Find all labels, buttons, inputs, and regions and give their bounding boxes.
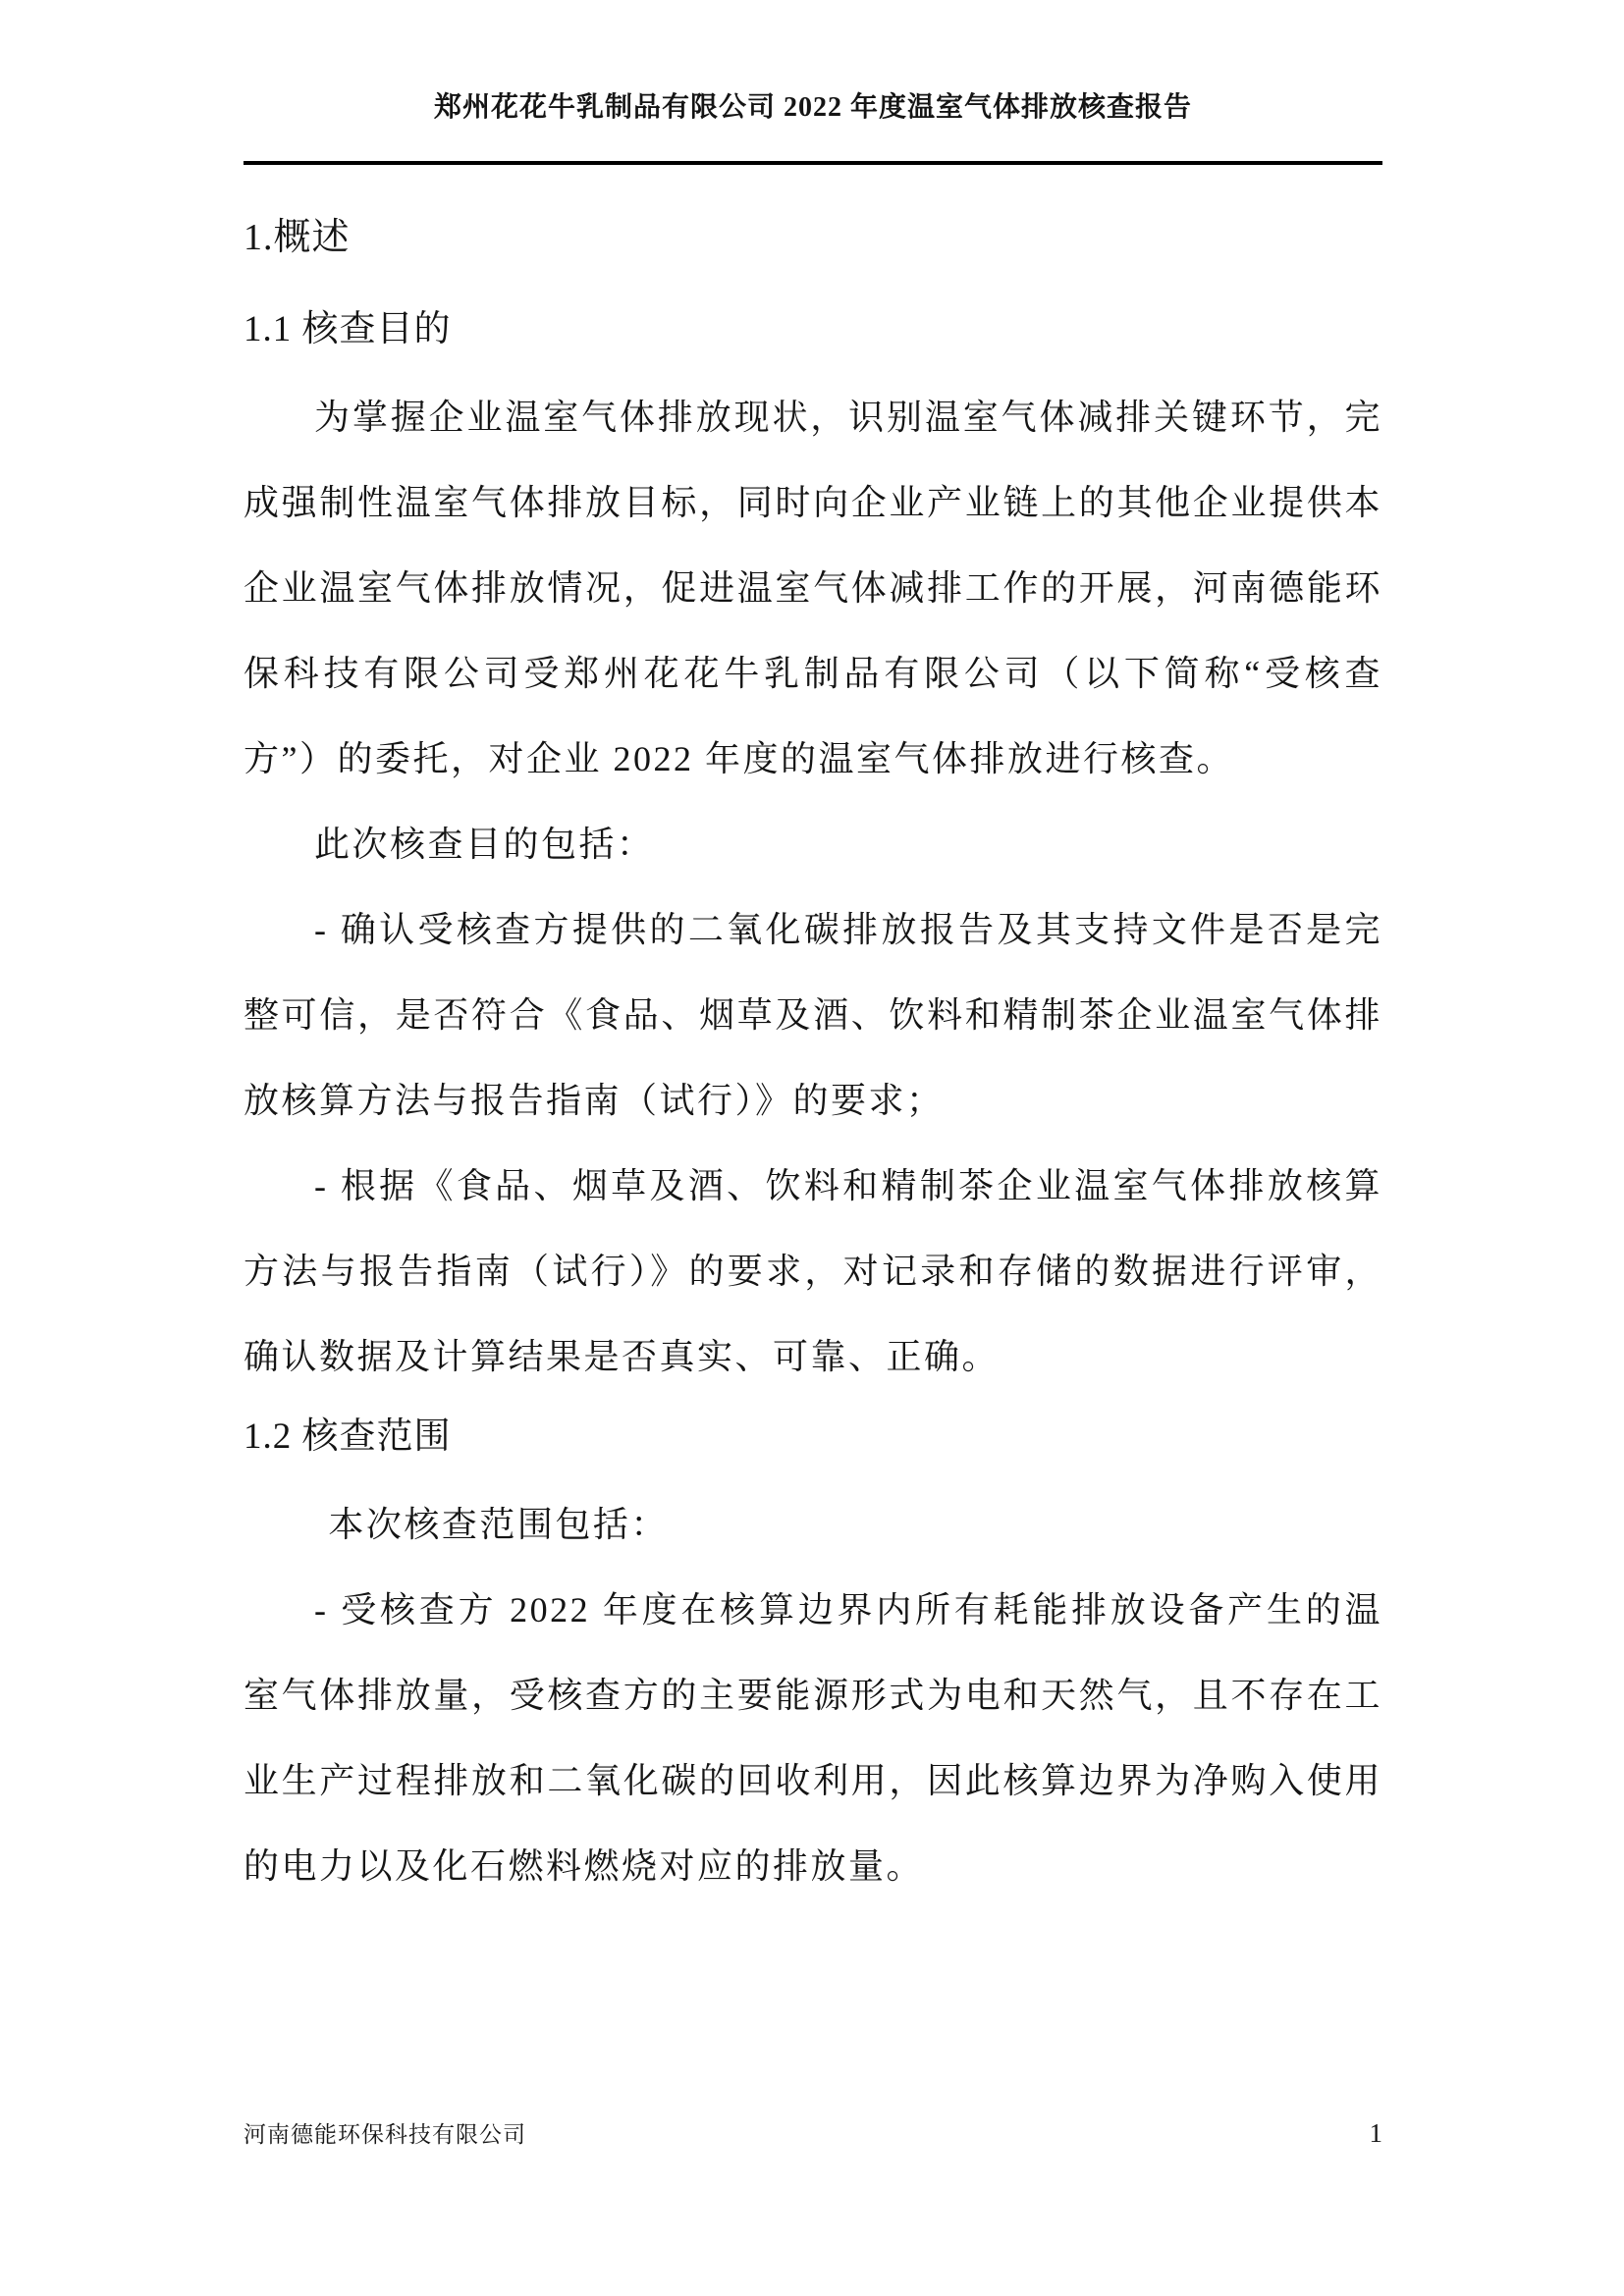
header-title: 郑州花花牛乳制品有限公司 2022 年度温室气体排放核查报告 [433, 92, 1192, 123]
paragraph-purpose-intro: 为掌握企业温室气体排放现状，识别温室气体减排关键环节，完成强制性温室气体排放目标，同时向企业产业链上的其他企业提供本企业温室气体排放情况，促进温室气体减排工作的开展，河南德能环保科技有限公司受郑州花花牛乳制品有限公司（以下简称“受核查方”）的委托，对企业 2022 年度的温室气体排放进行核查。 [244, 398, 1382, 778]
footer-company-name: 河南德能环保科技有限公司 [244, 2122, 526, 2147]
paragraph-purpose-item-2: - 根据《食品、烟草及酒、饮料和精制茶企业温室气体排放核算方法与报告指南（试行）》的要求，对记录和存储的数据进行评审，确认数据及计算结果是否真实、可靠、正确。 [244, 1166, 1382, 1376]
paragraph-scope-item-1: - 受核查方 2022 年度在核算边界内所有耗能排放设备产生的温室气体排放量，受核查方的主要能源形式为电和天然气，且不存在工业生产过程排放和二氧化碳的回收利用，因此核算边界为净购入使用的电力以及化石燃料燃烧对应的排放量。 [244, 1590, 1382, 1886]
running-header [244, 0, 1382, 165]
page-footer [244, 2116, 1382, 2149]
paragraph-purpose-list-intro: 此次核查目的包括： [314, 825, 655, 864]
heading-overview: 1.概述 [244, 217, 351, 258]
paragraph-scope-list-intro: 本次核查范围包括： [328, 1505, 669, 1544]
heading-1-2-verification-scope: 1.2 核查范围 [244, 1416, 452, 1457]
page-content [244, 0, 1382, 1909]
heading-1-1-verification-purpose: 1.1 核查目的 [244, 309, 452, 349]
footer-page-number: 1 [1369, 2118, 1382, 2148]
paragraph-purpose-item-1: - 确认受核查方提供的二氧化碳排放报告及其支持文件是否是完整可信，是否符合《食品、烟草及酒、饮料和精制茶企业温室气体排放核算方法与报告指南（试行）》的要求； [244, 910, 1382, 1120]
